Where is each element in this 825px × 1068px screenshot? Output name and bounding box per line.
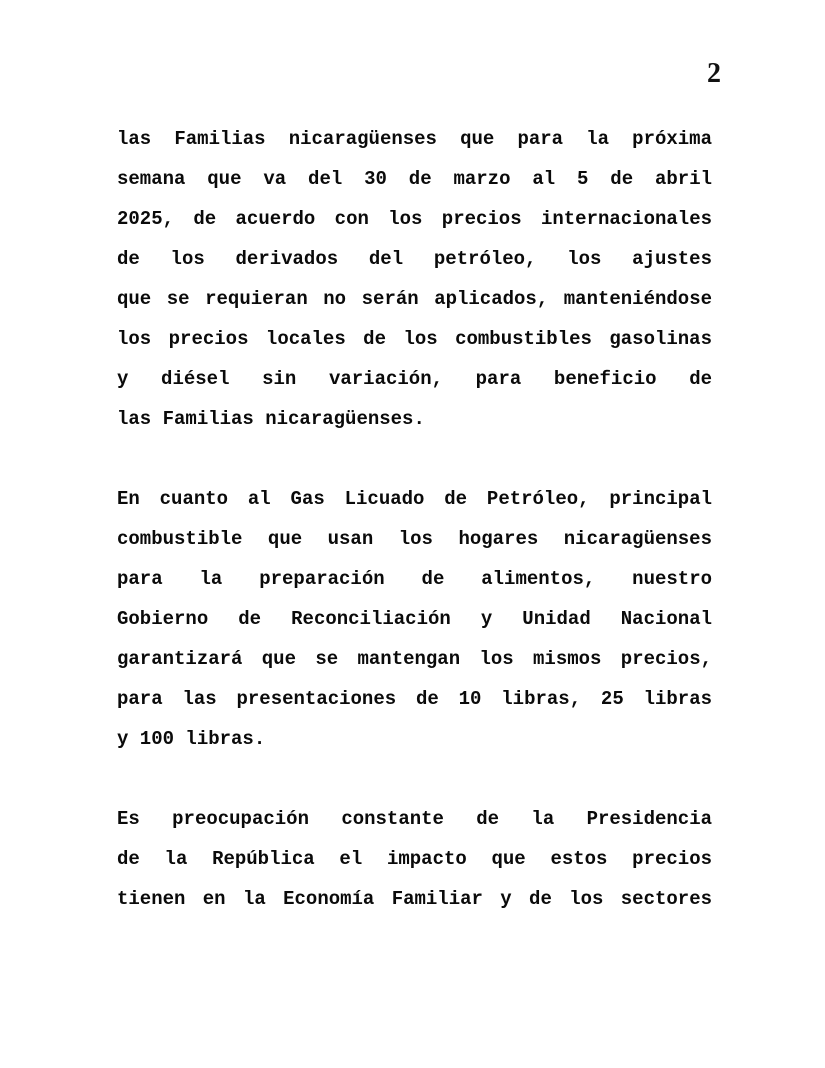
text-line: y 100 libras. xyxy=(117,728,266,750)
text-line: tienen en la Economía Familiar y de los sectores xyxy=(117,888,712,910)
text-line: semana que va del 30 de marzo al 5 de abril xyxy=(117,168,712,190)
page-number: 2 xyxy=(707,58,721,89)
paragraph-2 xyxy=(117,479,712,759)
text-line: Gobierno de Reconciliación y Unidad Nacional xyxy=(117,608,712,630)
paragraph-3 xyxy=(117,799,712,919)
document-body xyxy=(117,119,712,919)
text-line: para las presentaciones de 10 libras, 25 libras xyxy=(117,688,712,710)
text-line: para la preparación de alimentos, nuestro xyxy=(117,568,712,590)
text-line: garantizará que se mantengan los mismos precios, xyxy=(117,648,712,670)
text-line: En cuanto al Gas Licuado de Petróleo, principal xyxy=(117,488,712,510)
text-line: las Familias nicaragüenses. xyxy=(117,408,425,430)
text-line: y diésel sin variación, para beneficio de xyxy=(117,368,712,390)
text-line: las Familias nicaragüenses que para la próxima xyxy=(117,128,712,150)
text-line: que se requieran no serán aplicados, manteniéndose xyxy=(117,288,712,310)
text-line: Es preocupación constante de la Presidencia xyxy=(117,808,712,830)
text-line: los precios locales de los combustibles gasolinas xyxy=(117,328,712,350)
text-line: de la República el impacto que estos precios xyxy=(117,848,712,870)
text-line: 2025, de acuerdo con los precios internacionales xyxy=(117,208,712,230)
paragraph-1 xyxy=(117,119,712,439)
text-line: combustible que usan los hogares nicaragüenses xyxy=(117,528,712,550)
text-line: de los derivados del petróleo, los ajustes xyxy=(117,248,712,270)
